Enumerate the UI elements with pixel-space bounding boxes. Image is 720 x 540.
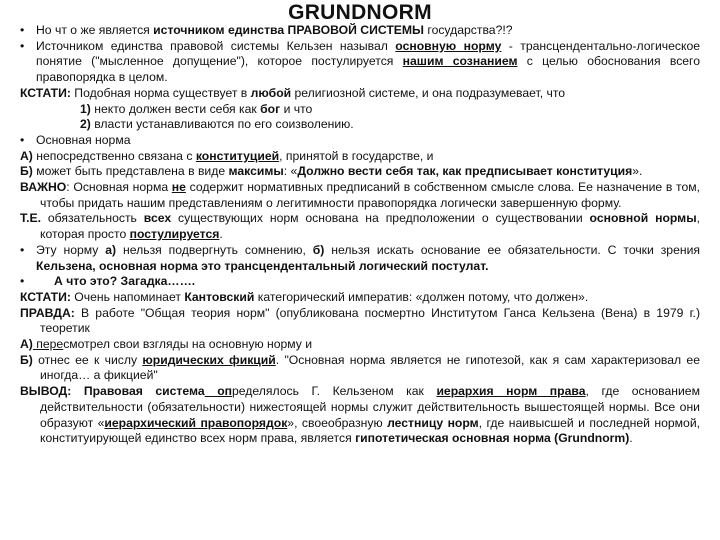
text: - трансцендентально-логическое понятие ("мысленное допущение"), которое постулируется — [36, 38, 700, 69]
text: категорический императив: «должен потому, что должен». — [254, 289, 589, 304]
emphasis: Должно вести себя так, как предписывает конституция — [297, 164, 633, 179]
text: Основная норма — [36, 132, 131, 147]
bullet-icon: • — [20, 274, 25, 289]
text: : Основная норма — [66, 180, 172, 195]
text: Эту норму — [36, 242, 106, 257]
text: Подобная норма существует в — [70, 85, 251, 100]
emphasis: лестницу норм — [387, 415, 479, 430]
text: ». — [632, 164, 643, 179]
label: А) — [20, 148, 33, 163]
emphasis: Кантовский — [184, 289, 255, 304]
paragraph-revised — [20, 337, 700, 353]
emphasis: максимы — [228, 164, 284, 179]
text: , принятой в государстве, и — [279, 148, 434, 163]
emphasis-underlined: иерархический правопорядок — [104, 415, 288, 430]
label: Б) — [20, 164, 33, 179]
label: КСТАТИ: — [20, 289, 71, 304]
bullet-icon: • — [20, 23, 25, 37]
text: содержит нормативных предписаний в собственном смысле слова. Ее назначение в том, чтобы придать нашим представлениям о легитимности правопорядка логически завершенную форму. — [40, 180, 700, 210]
emphasis: всех — [143, 211, 172, 226]
text-underlined: пере — [32, 337, 64, 352]
text: . "Основная норма является не гипотезой, как я сам характеризовал ее иногда… а фикцией" — [40, 352, 700, 383]
text: ределялось Г. Кельзеном как — [232, 384, 437, 399]
bullet-icon: • — [20, 132, 25, 147]
emphasis: А что это? Загадка……. — [54, 274, 196, 289]
paragraph-b — [20, 164, 700, 180]
emphasis-underlined: конституцией — [195, 148, 280, 163]
paragraph-question — [20, 23, 700, 39]
text: В работе "Общая теория норм" (опубликована посмертно Институтом Ганса Кельзена (Вена) в 1979 г.) теоретик — [40, 305, 700, 336]
text: власти устанавливаются по его соизволению. — [90, 117, 354, 132]
paragraph-riddle — [20, 274, 700, 290]
text: непосредственно связана с — [32, 148, 196, 163]
bullet-icon: • — [20, 38, 25, 53]
emphasis: бог — [260, 101, 281, 116]
emphasis: Правовая система — [71, 384, 205, 399]
text: существующих норм основана на предположении о существовании — [171, 211, 590, 226]
emphasis-underlined: юридических фикций — [142, 352, 276, 367]
text: », своеобразную — [287, 415, 388, 430]
text: : « — [283, 164, 298, 179]
paragraph-source — [20, 39, 700, 86]
emphasis-underlined: иерархия норм права — [436, 384, 586, 399]
text: смотрел свои взгляды на основную норму и — [63, 337, 313, 352]
text: обязательность — [40, 211, 144, 226]
text: может быть представлена в виде — [32, 164, 229, 179]
paragraph-pravda — [20, 306, 700, 337]
paragraph-conclusion — [20, 384, 700, 447]
label: ПРАВДА: — [20, 305, 75, 320]
slide-body — [20, 23, 700, 447]
text: нельзя искать основание ее обязательности. С точки зрения — [324, 242, 701, 257]
emphasis-underlined: оп — [204, 384, 233, 399]
text: . — [219, 227, 223, 242]
emphasis: Кельзена, основная норма это трансцендентальный логический постулат. — [36, 258, 489, 273]
text: отнес ее к числу — [32, 352, 143, 367]
paragraph-fiction — [20, 353, 700, 384]
text: Очень напоминает — [70, 289, 185, 304]
emphasis-underlined: нашим сознанием — [402, 54, 518, 69]
emphasis: гипотетическая основная норма (Grundnorm) — [355, 431, 630, 446]
emphasis: основной нормы — [589, 211, 697, 226]
text: , где наивысшей и последней нормой, конституирующей единство всех норм права, является — [40, 415, 701, 446]
emphasis-underlined: не — [171, 180, 186, 195]
bullet-icon: • — [20, 242, 25, 257]
paragraph-kstati-1 — [20, 86, 700, 102]
label: ВАЖНО — [20, 180, 67, 195]
emphasis: любой — [250, 85, 292, 100]
paragraph-postulate — [20, 243, 700, 274]
emphasis-underlined: основную норму — [395, 38, 502, 53]
text: некто должен вести себя как — [90, 101, 261, 116]
label: КСТАТИ: — [20, 85, 71, 100]
text: религиозной системе, и она подразумевает, что — [291, 85, 566, 100]
paragraph-kstati-2 — [20, 290, 700, 306]
text: нельзя подвергнуть сомнению, — [116, 242, 313, 257]
text: , которая просто — [40, 211, 701, 242]
list-item-2 — [20, 117, 700, 133]
label: Т.Е. — [20, 211, 41, 226]
label: ВЫВОД: — [20, 384, 72, 399]
label: 1) — [80, 101, 91, 116]
paragraph-te — [20, 211, 700, 242]
slide-title: GRUNDNORM — [288, 1, 432, 24]
paragraph-basic-norm — [20, 133, 700, 149]
emphasis-underlined: постулируется — [129, 227, 220, 242]
list-item-1 — [20, 102, 700, 118]
label: Б) — [20, 352, 33, 367]
paragraph-important — [20, 180, 700, 211]
text: государства?!? — [424, 23, 513, 37]
text: . — [629, 431, 633, 446]
label: б) — [312, 242, 325, 257]
text: и что — [280, 101, 313, 116]
text: , где основанием действительности (обязательности) нижестоящей нормы служит действительность вышестоящей нормы. Все они образуют « — [40, 384, 700, 430]
label: А) — [20, 337, 33, 352]
text: с целью обоснования всего правопорядка в целом. — [36, 54, 701, 85]
paragraph-a — [20, 149, 700, 165]
emphasis: источником единства ПРАВОВОЙ СИСТЕМЫ — [153, 23, 424, 37]
text: Но чт о же является — [36, 23, 154, 37]
label: а) — [105, 242, 117, 257]
label: 2) — [80, 117, 91, 132]
text: Источником единства правовой системы Кельзен называл — [36, 38, 396, 53]
